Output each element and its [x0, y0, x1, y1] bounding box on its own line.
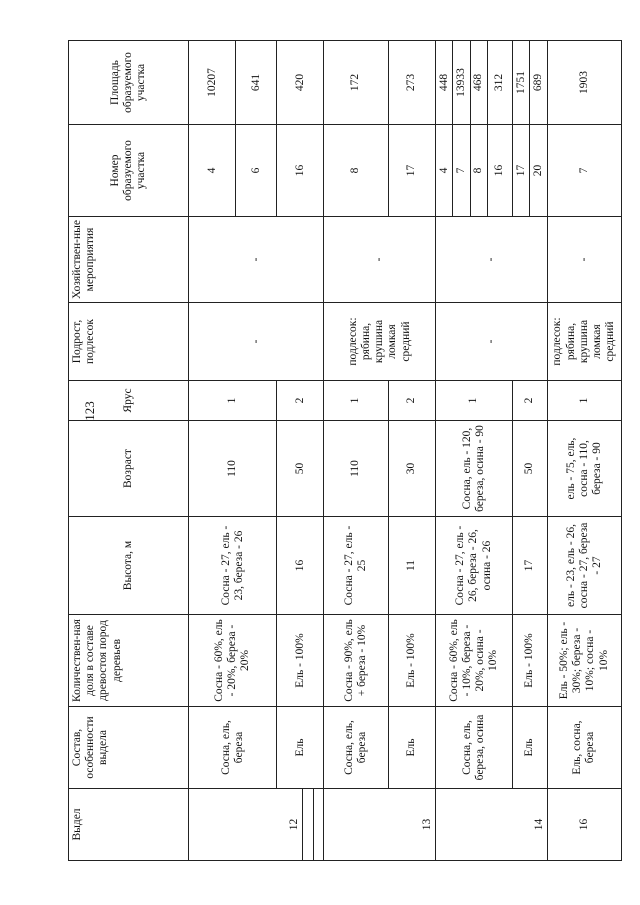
cell-yarus: 2: [388, 381, 435, 421]
header-vydel: Выдел: [69, 789, 189, 861]
cell-vysota: 16: [277, 517, 324, 615]
cell-ploshad: 10207: [189, 41, 236, 125]
cell-vydel: 13: [324, 789, 436, 861]
cell-podrost: -: [436, 303, 548, 381]
cell-nomer: 20: [530, 125, 547, 217]
cell-nomer: 4: [436, 125, 453, 217]
cell-sostav: Ель: [512, 707, 547, 789]
cell-ploshad: 1903: [547, 41, 621, 125]
header-ploshad: Площадь образуемого участка: [69, 41, 189, 125]
cell-sostav: Ель, сосна, береза: [547, 707, 621, 789]
cell-ploshad: 172: [324, 41, 388, 125]
cell-vysota: 17: [512, 517, 547, 615]
cell-vozrast: Сосна, ель - 120, береза, осина - 90: [436, 421, 513, 517]
cell-meropr: -: [547, 217, 621, 303]
header-nomer: Номер образуемого участка: [69, 125, 189, 217]
cell-dolya: Ель - 50%; ель - 30%; береза - 10%; сосна - 10%: [547, 615, 621, 707]
cell-nomer: 16: [488, 125, 513, 217]
cell-ploshad: 468: [470, 41, 487, 125]
header-podrost: Подрост, подлесок: [69, 303, 189, 381]
cell-nomer: 7: [453, 125, 470, 217]
cell-vozrast: 110: [189, 421, 277, 517]
cell-vydel: 12: [189, 789, 303, 861]
cell-vozrast: 110: [324, 421, 388, 517]
cell-ploshad: 641: [236, 41, 277, 125]
cell-nomer: 16: [277, 125, 324, 217]
cell-vozrast: 30: [388, 421, 435, 517]
cell-ploshad: 1751: [512, 41, 529, 125]
cell-yarus: 2: [277, 381, 324, 421]
cell-nomer: 8: [470, 125, 487, 217]
cell-vysota: Сосна - 27, ель - 26, береза - 26, осина - 26: [436, 517, 513, 615]
header-yarus: Ярус: [69, 381, 189, 421]
cell-dolya: Ель - 100%: [388, 615, 435, 707]
cell-nomer: 4: [189, 125, 236, 217]
cell-ploshad: 420: [277, 41, 324, 125]
header-sostav: Состав, особенности выдела: [69, 707, 189, 789]
cell-yarus: 2: [512, 381, 547, 421]
table-row: [277, 41, 303, 861]
cell-yarus: 1: [436, 381, 513, 421]
cell-podrost: подлесок: рябина, крушина ломкая средний: [547, 303, 621, 381]
cell-meropr: -: [324, 217, 436, 303]
cell-yarus: 1: [189, 381, 277, 421]
cell-sostav: Сосна, ель, береза: [189, 707, 277, 789]
cell-sostav: Сосна, ель, береза: [324, 707, 388, 789]
vydel-spacer: [302, 789, 313, 861]
cell-vysota: ель - 23, ель - 26, сосна - 27, береза - 27: [547, 517, 621, 615]
cell-sostav: Ель: [388, 707, 435, 789]
cell-yarus: 1: [547, 381, 621, 421]
cell-vozrast: 50: [277, 421, 324, 517]
cell-vysota: Сосна - 27, ель - 25: [324, 517, 388, 615]
cell-ploshad: 273: [388, 41, 435, 125]
cell-vydel: 14: [436, 789, 548, 861]
cell-vozrast: 50: [512, 421, 547, 517]
cell-vysota: 11: [388, 517, 435, 615]
page-number: 123: [82, 401, 97, 421]
table-row: [388, 41, 435, 861]
header-vysota: Высота, м: [69, 517, 189, 615]
cell-vozrast: ель - 75, ель, сосна - 110, береза - 90: [547, 421, 621, 517]
cell-nomer: 6: [236, 125, 277, 217]
cell-dolya: Сосна - 90%, ель + береза - 10%: [324, 615, 388, 707]
cell-dolya: Ель - 100%: [277, 615, 324, 707]
header-vozrast: Возраст: [69, 421, 189, 517]
cell-podrost: подлесок: рябина, крушина ломкая средний: [324, 303, 436, 381]
cell-sostav: Ель: [277, 707, 324, 789]
cell-ploshad: 448: [436, 41, 453, 125]
cell-nomer: 8: [324, 125, 388, 217]
cell-ploshad: 13933: [453, 41, 470, 125]
cell-ploshad: 312: [488, 41, 513, 125]
vydel-spacer: [313, 789, 324, 861]
header-row: [69, 41, 189, 861]
cell-vydel: 16: [547, 789, 621, 861]
cell-podrost: -: [189, 303, 324, 381]
table-row: [512, 41, 529, 861]
table-row: [547, 41, 621, 861]
table-row: [189, 41, 236, 861]
cell-nomer: 17: [388, 125, 435, 217]
cell-nomer: 7: [547, 125, 621, 217]
table-row: [436, 41, 453, 861]
rotated-table-container: [68, 41, 622, 861]
forest-plot-table: [68, 40, 622, 861]
cell-nomer: 17: [512, 125, 529, 217]
cell-sostav: Сосна, ель, береза, осина: [436, 707, 513, 789]
header-meropr: Хозяйствен-ные мероприятия: [69, 217, 189, 303]
header-dolya: Количествен-ная доля в составе древостоя пород деревьев: [69, 615, 189, 707]
cell-dolya: Сосна - 60%, ель - 20%, береза - 20%: [189, 615, 277, 707]
table-row: [324, 41, 388, 861]
cell-yarus: 1: [324, 381, 388, 421]
cell-meropr: -: [189, 217, 324, 303]
cell-meropr: -: [436, 217, 548, 303]
cell-ploshad: 689: [530, 41, 547, 125]
cell-dolya: Сосна - 60%, ель - 10%, береза - 20%, осина - 10%: [436, 615, 513, 707]
cell-dolya: Ель - 100%: [512, 615, 547, 707]
cell-vysota: Сосна - 27, ель - 23, береза - 26: [189, 517, 277, 615]
